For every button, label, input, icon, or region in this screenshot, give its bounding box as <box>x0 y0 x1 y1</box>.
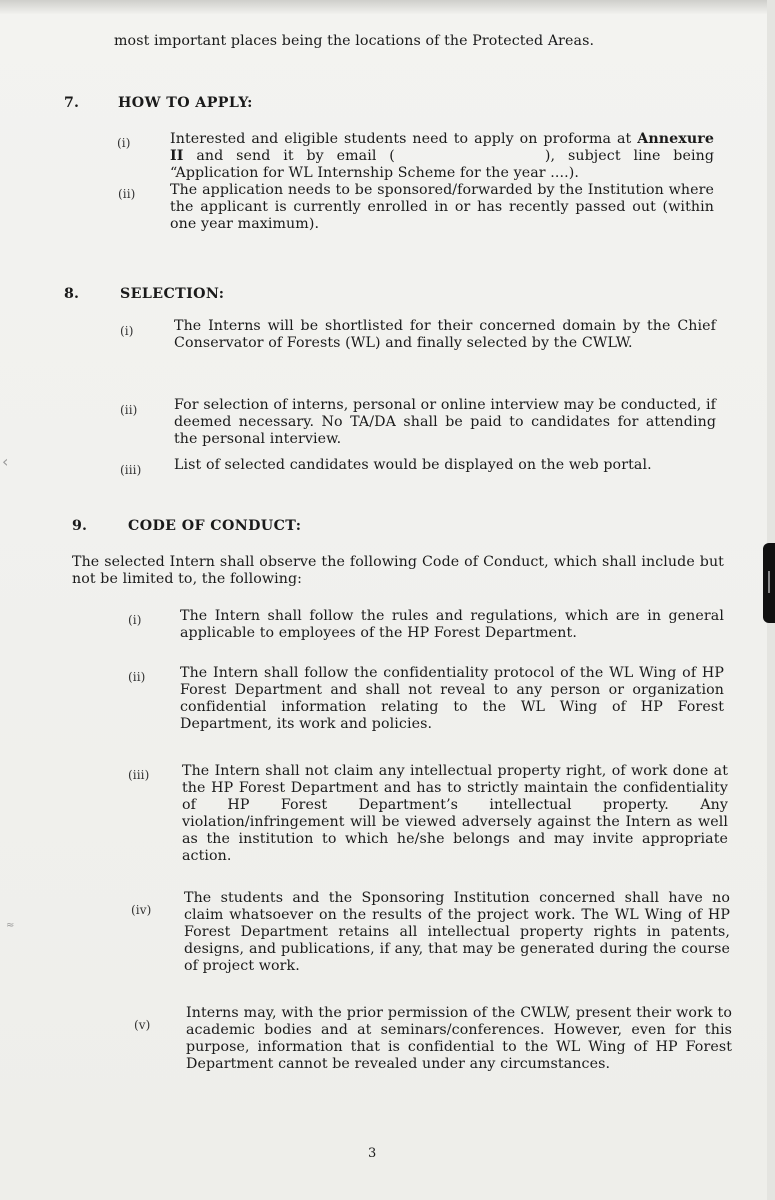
section-8-item-2-text: For selection of interns, personal or online interview may be conducted, if deemed necessary. No TA/DA shall be paid to candidates for attending the personal interview. <box>174 397 716 447</box>
page-number: 3 <box>368 1146 377 1161</box>
section-9-heading: CODE OF CONDUCT: <box>128 518 302 534</box>
section-8-item-3-text: List of selected candidates would be displayed on the web portal. <box>174 457 652 473</box>
section-9-item-1-marker: (i) <box>128 613 142 627</box>
section-7-item-1-marker: (i) <box>117 136 131 150</box>
section-9-item-3-text: The Intern shall not claim any intellectual property right, of work done at the HP Forest Department and has to strictly maintain the confidentiality of HP Forest Department’s intellectual property. Any violation/infringement will be viewed adversely against the Intern as well as the institution to which he/she belongs and may invite appropriate action. <box>182 763 728 864</box>
intro-line: most important places being the locations of the Protected Areas. <box>114 33 595 49</box>
section-7-item-1-text: Interested and eligible students need to apply on proforma at Annexure II and send it by email ( ), subject line being “Application for WL Internship Scheme for the year ....). <box>170 131 714 181</box>
section-7-heading: HOW TO APPLY: <box>118 95 253 111</box>
scan-margin-mark: ‹ <box>2 452 9 471</box>
section-8-item-1-marker: (i) <box>120 324 134 338</box>
section-9-lead: The selected Intern shall observe the following Code of Conduct, which shall include but not be limited to, the following: <box>72 554 724 587</box>
section-9-item-5-marker: (v) <box>134 1018 151 1032</box>
section-8-heading: SELECTION: <box>120 286 225 302</box>
section-9-item-3-marker: (iii) <box>128 768 150 782</box>
section-9-item-4-text: The students and the Sponsoring Institution concerned shall have no claim whatsoever on the results of the project work. The WL Wing of HP Forest Department retains all intellectual property rights in patents, designs, and publications, if any, that may be generated during the course of project work. <box>184 890 730 974</box>
section-8-item-3-marker: (iii) <box>120 463 142 477</box>
section-9-item-2-text: The Intern shall follow the confidentiality protocol of the WL Wing of HP Forest Department and shall not reveal to any person or organization confidential information relating to the WL Wing of HP Forest Department, its work and policies. <box>180 665 724 732</box>
section-8-item-1-text: The Interns will be shortlisted for their concerned domain by the Chief Conservator of Forests (WL) and finally selected by the CWLW. <box>174 318 716 351</box>
section-8-item-2-marker: (ii) <box>120 403 138 417</box>
section-9-item-2-marker: (ii) <box>128 670 146 684</box>
scan-top-shadow <box>0 0 775 14</box>
section-7-item-2-text: The application needs to be sponsored/forwarded by the Institution where the applicant is currently enrolled in or has recently passed out (within one year maximum). <box>170 182 714 232</box>
scroll-handle[interactable] <box>763 543 775 623</box>
section-7-number: 7. <box>64 95 80 111</box>
section-7-item-2-marker: (ii) <box>118 187 136 201</box>
section-8-number: 8. <box>64 286 80 302</box>
section-9-item-4-marker: (iv) <box>131 903 152 917</box>
section-9-item-5-text: Interns may, with the prior permission of the CWLW, present their work to academic bodies and at seminars/conferences. However, even for this purpose, information that is confidential to the WL Wing of HP Forest Department cannot be revealed under any circumstances. <box>186 1005 732 1072</box>
section-9-number: 9. <box>72 518 88 534</box>
section-9-item-1-text: The Intern shall follow the rules and regulations, which are in general applicable to employees of the HP Forest Department. <box>180 608 724 641</box>
scan-margin-speck: ≈ <box>6 920 15 931</box>
